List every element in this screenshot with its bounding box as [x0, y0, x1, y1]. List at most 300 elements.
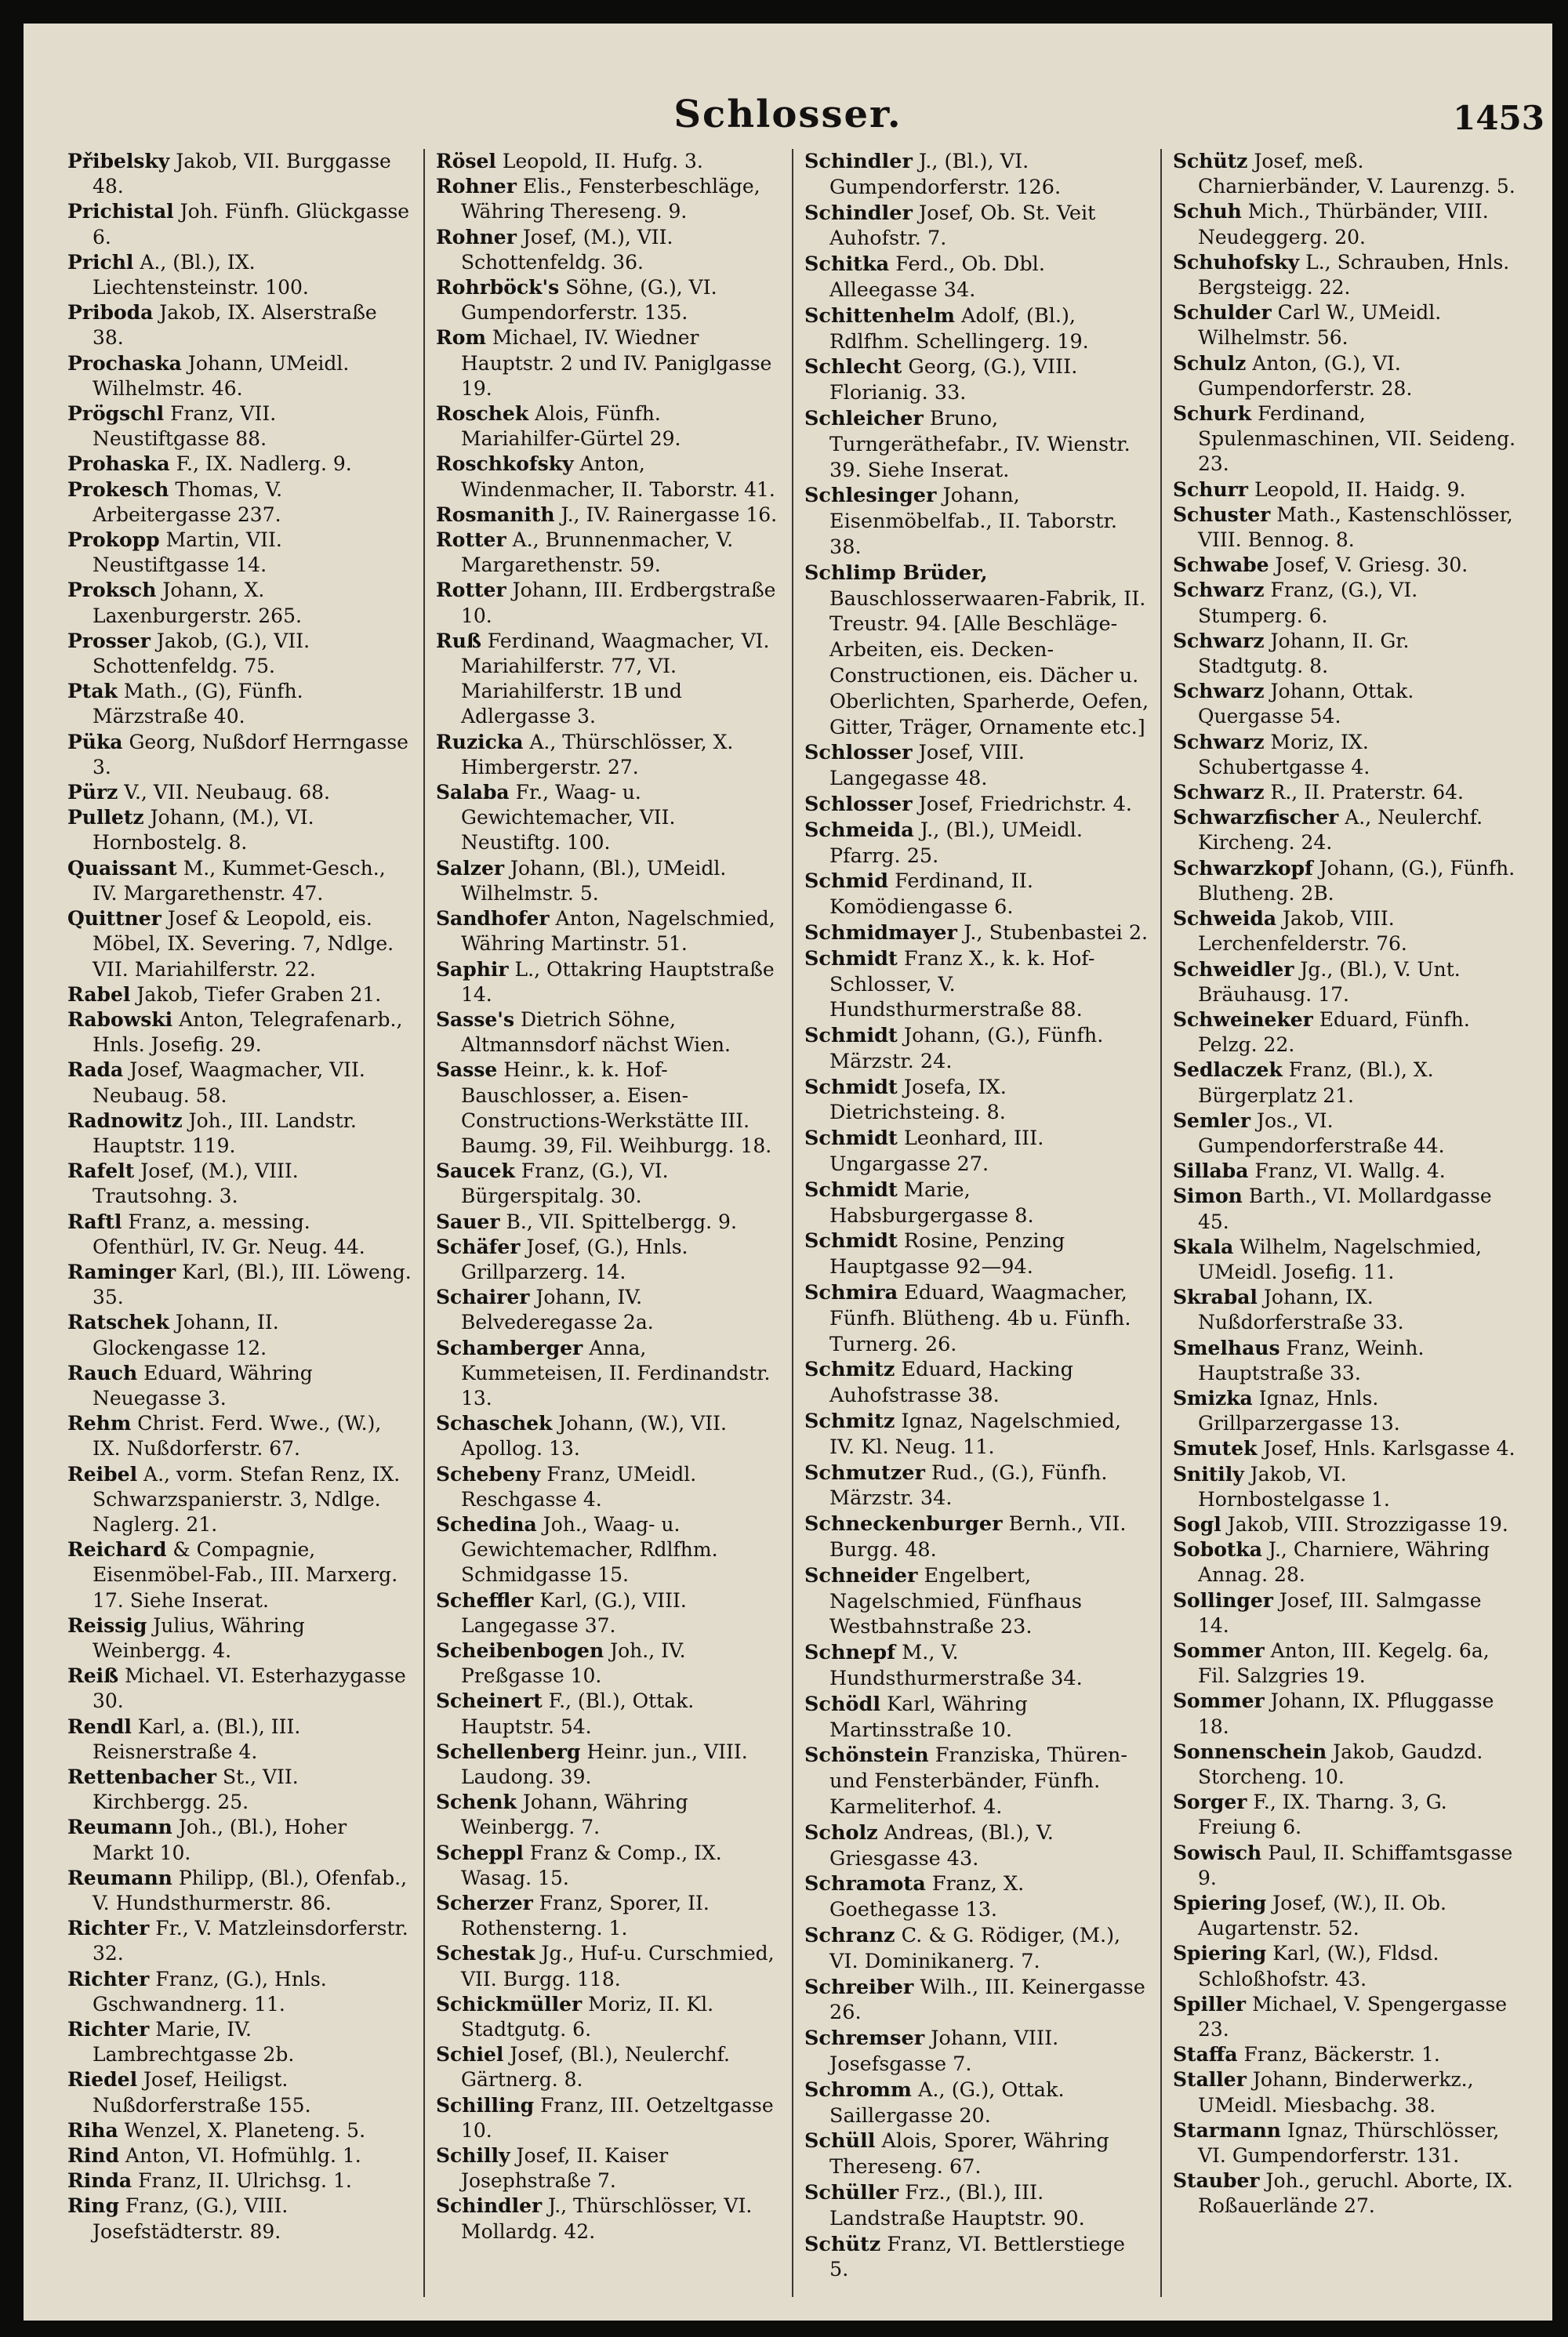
entry-details: Anton, III. Kegelg. 6a, Fil. Salzgries 19.: [1198, 1638, 1490, 1688]
entry-details: Dietrich Söhne, Altmannsdorf nächst Wien.: [461, 1007, 731, 1057]
directory-entry: [67, 2017, 412, 2067]
entry-details: J., Stubenbastei 2.: [964, 920, 1149, 945]
directory-entry: [67, 1967, 412, 2017]
directory-entry: [436, 1891, 781, 1941]
directory-entry: [67, 1815, 412, 1865]
entry-name: Schwarz: [1173, 629, 1265, 652]
directory-entry: [67, 351, 412, 401]
entry-name: Schremser: [804, 2027, 925, 2051]
directory-entry: [436, 906, 781, 956]
entry-details: Joh. Fünfh. Glückgasse 6.: [93, 200, 410, 249]
entry-name: Rind: [67, 2144, 119, 2168]
entry-name: Stauber: [1173, 2169, 1260, 2193]
entry-details: Michael, V. Spengergasse 23.: [1198, 1992, 1508, 2041]
directory-entry: [804, 1820, 1149, 1872]
entry-name: Prichl: [67, 250, 134, 274]
directory-entry: [1173, 578, 1518, 628]
entry-details: Franz, (Bl.), X. Bürgerplatz 21.: [1198, 1058, 1434, 1107]
entry-name: Schlosser: [804, 741, 913, 765]
entry-name: Rafelt: [67, 1159, 135, 1183]
directory-entry: [436, 2194, 781, 2244]
entry-details: Johann, II. Gr. Stadtgutg. 8.: [1198, 629, 1410, 678]
directory-entry: [436, 1462, 781, 1512]
directory-entry: [1173, 477, 1518, 503]
entry-name: Schwabe: [1173, 553, 1269, 577]
entry-details: Leopold, II. Haidg. 9.: [1254, 477, 1466, 501]
entry-details: Math., Kastenschlösser, VIII. Bennog. 8.: [1198, 503, 1513, 552]
entry-name: Reiß: [67, 1664, 119, 1688]
directory-entry: [436, 528, 781, 578]
entry-name: Prögschl: [67, 402, 165, 426]
entry-details: Josef, Hnls. Karlsgasse 4.: [1263, 1437, 1515, 1461]
directory-entry: [1173, 1386, 1518, 1436]
entry-name: Sogl: [1173, 1512, 1221, 1536]
entry-details: Karl, a. (Bl.), III. Reisnerstraße 4.: [93, 1715, 301, 1763]
entry-details: A., (G.), Ottak. Saillergasse 20.: [829, 2078, 1065, 2128]
directory-entry: [1173, 957, 1518, 1007]
directory-entry: [1173, 1235, 1518, 1285]
directory-entry: [804, 818, 1149, 869]
entry-name: Saphir: [436, 957, 509, 981]
directory-entry: [436, 2093, 781, 2143]
directory-entry: [1173, 1007, 1518, 1058]
directory-entry: [804, 920, 1149, 946]
directory-entry: [436, 149, 781, 174]
entry-name: Prichistal: [67, 200, 174, 223]
directory-entry: [67, 780, 412, 805]
directory-entry: [67, 730, 412, 780]
entry-name: Rotter: [436, 528, 506, 552]
entry-name: Schebeny: [436, 1462, 541, 1486]
entry-name: Schlosser: [804, 792, 913, 816]
directory-entry: [804, 149, 1149, 201]
column-3: [792, 149, 1160, 2297]
entry-details: Elis., Fensterbeschläge, Währing Thereseng. 9.: [461, 175, 760, 223]
entry-name: Rotter: [436, 579, 506, 602]
entry-name: Priboda: [67, 301, 154, 325]
entry-name: Schramota: [804, 1872, 926, 1896]
entry-details: Ferdinand, Waagmacher, VI. Mariahilferstr. 77, VI. Mariahilferstr. 1B und Adlergasse 3.: [461, 629, 770, 728]
entry-name: Rohner: [436, 225, 517, 249]
entry-details: Barth., VI. Mollardgasse 45.: [1198, 1185, 1492, 1233]
entry-details: Johann, UMeidl. Wilhelmstr. 46.: [93, 351, 350, 400]
directory-entry: [67, 2194, 412, 2244]
entry-details: Franz, (G.), VI. Bürgerspitalg. 30.: [461, 1159, 669, 1208]
directory-entry: [804, 1280, 1149, 1357]
directory-entry: [804, 1692, 1149, 1744]
directory-entry: [67, 1715, 412, 1765]
entry-name: Schmid: [804, 869, 888, 894]
entry-details: Engelbert, Nagelschmied, Fünfhaus Westbahnstraße 23.: [829, 1563, 1082, 1639]
entry-name: Schmira: [804, 1281, 898, 1305]
entry-name: Schneckenburger: [804, 1512, 1003, 1537]
entry-name: Rösel: [436, 150, 496, 172]
entry-name: Sollinger: [1173, 1588, 1273, 1612]
entry-name: Schulz: [1173, 351, 1247, 375]
directory-entry: [804, 1126, 1149, 1178]
entry-details: J., Thürschlösser, VI. Mollardg. 42.: [461, 2194, 753, 2243]
entry-name: Püka: [67, 730, 123, 753]
entry-name: Schmidt: [804, 1127, 898, 1151]
entry-details: Karl, (Bl.), III. Löweng. 35.: [93, 1260, 412, 1309]
directory-entry: [436, 2042, 781, 2092]
entry-name: Riedel: [67, 2068, 138, 2092]
entry-name: Schuster: [1173, 503, 1271, 526]
entry-details: Bernh., VII. Burgg. 48.: [829, 1512, 1127, 1562]
entry-name: Sauer: [436, 1210, 500, 1233]
directory-entry: [67, 679, 412, 729]
entry-name: Schromm: [804, 2078, 912, 2102]
entry-details: Johann, Währing Weinbergg. 7.: [461, 1791, 688, 1839]
entry-name: Smutek: [1173, 1437, 1258, 1461]
directory-entry: [436, 1841, 781, 1891]
entry-details: Rosine, Penzing Hauptgasse 92—94.: [829, 1229, 1065, 1279]
entry-name: Schilly: [436, 2144, 510, 2168]
entry-name: Schönstein: [804, 1744, 929, 1768]
entry-name: Pürz: [67, 781, 118, 804]
directory-entry: [436, 1007, 781, 1058]
entry-name: Schmutzer: [804, 1461, 925, 1485]
column-1: [63, 149, 423, 2297]
entry-details: Josef, Heiligst. Nußdorferstraße 155.: [93, 2068, 311, 2117]
directory-entry: [1173, 805, 1518, 855]
entry-details: J., Charniere, Währing Annag. 28.: [1198, 1538, 1490, 1587]
entry-name: Schittenhelm: [804, 303, 955, 328]
entry-details: Leonhard, III. Ungargasse 27.: [829, 1127, 1044, 1177]
directory-entry: [67, 1109, 412, 1159]
entry-name: Saucek: [436, 1159, 515, 1183]
entry-name: Roschek: [436, 402, 529, 426]
directory-entry: [436, 275, 781, 325]
entry-details: Josef, V. Griesg. 30.: [1275, 553, 1468, 577]
directory-entry: [804, 1023, 1149, 1075]
directory-entry: [804, 252, 1149, 303]
directory-entry: [804, 1228, 1149, 1280]
entry-name: Scheinert: [436, 1689, 543, 1713]
directory-entry: [1173, 199, 1518, 249]
directory-entry: [1173, 906, 1518, 956]
directory-entry: [436, 1512, 781, 1588]
entry-details: Johann, (G.), Fünfh. Blutheng. 2B.: [1198, 856, 1515, 905]
directory-entry: [67, 401, 412, 452]
directory-entry: [436, 856, 781, 906]
directory-page: [24, 24, 1552, 2321]
directory-entry: [804, 303, 1149, 355]
entry-name: Schmidmayer: [804, 920, 957, 945]
entry-details: Johann, VIII. Josefsgasse 7.: [829, 2027, 1059, 2076]
entry-details: A., Neulerchf. Kircheng. 24.: [1198, 806, 1483, 855]
entry-name: Sillaba: [1173, 1159, 1249, 1183]
directory-entry: [804, 2232, 1149, 2284]
entry-details: Johann, II. Glockengasse 12.: [93, 1311, 279, 1359]
entry-details: Josef, III. Salmgasse 14.: [1198, 1588, 1482, 1637]
entry-details: Georg, Nußdorf Herrngasse 3.: [93, 730, 408, 778]
entry-details: Anton, Telegrafenarb., Hnls. Josefig. 29.: [93, 1007, 403, 1057]
entry-details: Josef, Friedrichstr. 4.: [918, 792, 1132, 816]
directory-entry: [67, 1260, 412, 1310]
directory-entry: [436, 1058, 781, 1159]
entry-name: Proksch: [67, 579, 157, 602]
directory-entry: [804, 561, 1149, 741]
entry-name: Sommer: [1173, 1689, 1265, 1713]
entry-details: Anton, Nagelschmied, Währing Martinstr. 51.: [461, 907, 775, 956]
entry-details: Johann, (W.), VII. Apollog. 13.: [461, 1412, 727, 1461]
entry-details: Jakob, IX. Alserstraße 38.: [93, 301, 377, 350]
directory-entry: [1173, 300, 1518, 350]
entry-name: Schweida: [1173, 907, 1277, 931]
directory-entry: [1173, 1109, 1518, 1159]
entry-name: Schairer: [436, 1286, 530, 1309]
entry-details: Franz, Bäckerstr. 1.: [1243, 2043, 1440, 2067]
directory-entry: [1173, 1537, 1518, 1588]
entry-name: Přibelsky: [67, 150, 170, 172]
directory-entry: [436, 1285, 781, 1335]
directory-entry: [1173, 2168, 1518, 2219]
directory-entry: [804, 946, 1149, 1023]
directory-entry: [804, 1461, 1149, 1512]
entry-name: Schwarzfischer: [1173, 806, 1339, 829]
entry-name: Schütz: [1173, 150, 1248, 172]
entry-details: Franz, (G.), Hnls. Gschwandnerg. 11.: [93, 1967, 327, 2016]
entry-name: Simon: [1173, 1185, 1243, 1208]
entry-name: Schilling: [436, 2093, 535, 2117]
entry-details: Anton, VI. Hofmühlg. 1.: [125, 2144, 361, 2168]
entry-details: Anton, Windenmacher, II. Taborstr. 41.: [461, 452, 775, 501]
entry-details: Josef & Leopold, eis. Möbel, IX. Severing. 7, Ndlge. VII. Mariahilferstr. 22.: [93, 907, 394, 981]
entry-name: Schlecht: [804, 355, 902, 379]
entry-details: Johann, (Bl.), UMeidl. Wilhelmstr. 5.: [461, 856, 727, 905]
directory-entry: [1173, 1790, 1518, 1840]
directory-entry: [804, 1923, 1149, 1975]
entry-details: B., VII. Spittelbergg. 9.: [506, 1210, 737, 1233]
directory-entry: [67, 300, 412, 350]
entry-details: Michael, IV. Wiedner Hauptstr. 2 und IV. Paniglgasse 19.: [461, 326, 772, 400]
entry-details: Marie, Habsburgergasse 8.: [829, 1178, 1034, 1228]
entry-name: Rendl: [67, 1715, 132, 1738]
entry-details: Söhne, (G.), VI. Gumpendorferstr. 135.: [461, 276, 717, 325]
entry-name: Prokopp: [67, 528, 160, 552]
directory-entry: [436, 401, 781, 452]
entry-name: Rada: [67, 1058, 124, 1082]
entry-name: Schindler: [804, 150, 913, 173]
entry-name: Quittner: [67, 907, 162, 931]
entry-name: Rom: [436, 326, 486, 350]
entry-details: Franz, Weinh. Hauptstraße 33.: [1198, 1336, 1425, 1384]
directory-entry: [67, 1210, 412, 1260]
directory-entry: [804, 1640, 1149, 1692]
entry-name: Ptak: [67, 680, 118, 703]
directory-entry: [67, 629, 412, 679]
directory-entry: [1173, 351, 1518, 401]
entry-name: Schellenberg: [436, 1740, 581, 1763]
entry-details: Franz, III. Oetzeltgasse 10.: [461, 2093, 774, 2142]
directory-entry: [436, 1790, 781, 1840]
directory-entry: [436, 1210, 781, 1235]
entry-details: Josef, (Bl.), Neulerchf. Gärtnerg. 8.: [461, 2043, 730, 2092]
entry-name: Reibel: [67, 1462, 138, 1486]
entry-name: Sowisch: [1173, 1841, 1262, 1864]
entry-details: Julius, Währing Weinbergg. 4.: [93, 1613, 305, 1662]
entry-details: A., Brunnenmacher, V. Margarethenstr. 59.: [461, 528, 734, 577]
directory-entry: [804, 1178, 1149, 1229]
directory-entry: [67, 477, 412, 528]
entry-name: Skala: [1173, 1235, 1234, 1258]
entry-details: Joh., III. Landstr. Hauptstr. 119.: [93, 1109, 357, 1157]
entry-details: Johann, IX. Pfluggasse 18.: [1198, 1689, 1494, 1738]
entry-name: Schindler: [804, 201, 913, 225]
directory-entry: [436, 1411, 781, 1461]
entry-name: Schäfer: [436, 1235, 521, 1258]
entry-details: C. & G. Rödiger, (M.), VI. Dominikanerg. 7.: [829, 1923, 1121, 1973]
entry-name: Prokesch: [67, 477, 169, 501]
directory-entry: [1173, 1058, 1518, 1108]
entry-details: Johann, III. Erdbergstraße 10.: [461, 579, 776, 627]
directory-entry: [1173, 2042, 1518, 2067]
entry-details: Heinr., k. k. Hof-Bauschlosser, a. Eisen-Constructions-Werkstätte III. Baumg. 39, Fil. Weihburgg. 18.: [461, 1058, 772, 1157]
entry-name: Salaba: [436, 781, 510, 804]
directory-entry: [1173, 1941, 1518, 1991]
entry-details: Josef, (M.), VII. Schottenfeldg. 36.: [461, 225, 673, 274]
entry-details: F., (Bl.), Ottak. Hauptstr. 54.: [461, 1689, 695, 1738]
entry-name: Schwarz: [1173, 680, 1265, 703]
directory-entry: [436, 174, 781, 224]
entry-details: Christ. Ferd. Wwe., (W.), IX. Nußdorferstr. 67.: [93, 1412, 382, 1461]
entry-name: Sommer: [1173, 1638, 1265, 1662]
directory-entry: [1173, 149, 1518, 199]
entry-details: Ignaz, Nagelschmied, IV. Kl. Neug. 11.: [829, 1410, 1121, 1459]
entry-details: Johann, Binderwerkz., UMeidl. Miesbachg. 38.: [1198, 2068, 1474, 2117]
entry-details: V., VII. Neubaug. 68.: [124, 781, 330, 804]
directory-entry: [67, 906, 412, 982]
directory-entry: [436, 1740, 781, 1790]
directory-entry: [436, 1941, 781, 1991]
entry-name: Schuh: [1173, 200, 1242, 223]
directory-entry: [436, 957, 781, 1007]
entry-details: Eduard, Fünfh. Pelzg. 22.: [1198, 1007, 1470, 1057]
entry-name: Reumann: [67, 1816, 172, 1839]
directory-entry: [67, 2067, 412, 2117]
directory-entry: [804, 1075, 1149, 1127]
entry-name: Ratschek: [67, 1311, 169, 1334]
entry-details: Karl, (W.), Fldsd. Schloßhofstr. 43.: [1198, 1942, 1439, 1990]
entry-name: Staffa: [1173, 2043, 1238, 2067]
directory-entry: [436, 452, 781, 502]
entry-name: Riha: [67, 2118, 118, 2142]
entry-name: Schütz: [804, 2232, 881, 2256]
directory-entry: [436, 503, 781, 528]
entry-details: Jakob, Tiefer Graben 21.: [136, 982, 382, 1006]
entry-name: Radnowitz: [67, 1109, 183, 1132]
entry-name: Pulletz: [67, 806, 144, 829]
entry-name: Schödl: [804, 1692, 881, 1716]
directory-entry: [1173, 1336, 1518, 1386]
entry-details: Franz & Comp., IX. Wasag. 15.: [461, 1841, 722, 1889]
entry-details: M., V. Hundsthurmerstraße 34.: [829, 1641, 1083, 1691]
entry-details: Franz, VI. Bettlerstiege 5.: [829, 2232, 1125, 2282]
directory-entry: [67, 149, 412, 199]
entry-details: Franz, (G.), VIII. Josefstädterstr. 89.: [93, 2194, 289, 2243]
entry-details: Franz, II. Ulrichsg. 1.: [138, 2169, 352, 2193]
entry-name: Smelhaus: [1173, 1336, 1280, 1359]
entry-name: Spiller: [1173, 1992, 1247, 2016]
page-header: [24, 78, 1552, 141]
entry-name: Schindler: [436, 2194, 543, 2218]
directory-entry: [436, 225, 781, 275]
entry-name: Snitily: [1173, 1462, 1244, 1486]
directory-entry: [67, 1310, 412, 1360]
entry-name: Schestak: [436, 1942, 535, 1965]
entry-details: Johann, (G.), Fünfh. Märzstr. 24.: [829, 1024, 1104, 1073]
entry-name: Schlesinger: [804, 484, 937, 508]
entry-name: Schüll: [804, 2129, 876, 2154]
directory-entry: [1173, 1285, 1518, 1335]
entry-name: Schwarzkopf: [1173, 856, 1313, 880]
entry-details: Josef, (M.), VIII. Trautsohng. 3.: [93, 1159, 299, 1208]
directory-entry: [67, 578, 412, 628]
entry-details: Anna, Kummeteisen, II. Ferdinandstr. 13.: [461, 1336, 771, 1410]
entry-name: Rettenbacher: [67, 1765, 217, 1788]
entry-name: Schmitz: [804, 1410, 895, 1434]
directory-entry: [67, 1159, 412, 1209]
entry-name: Schiel: [436, 2043, 504, 2067]
entry-details: Ignaz, Hnls. Grillparzergasse 13.: [1198, 1386, 1400, 1435]
entry-name: Rehm: [67, 1412, 132, 1435]
entry-details: Jakob, Gaudzd. Storcheng. 10.: [1198, 1740, 1483, 1788]
column-4: [1160, 149, 1529, 2297]
directory-entry: [804, 1975, 1149, 2027]
directory-entry: [1173, 250, 1518, 300]
directory-entry: [804, 869, 1149, 920]
entry-name: Reissig: [67, 1613, 147, 1637]
directory-entry: [1173, 856, 1518, 906]
directory-entry: [67, 199, 412, 249]
entry-details: & Compagnie, Eisenmöbel-Fab., III. Marxerg. 17. Siehe Inserat.: [93, 1538, 398, 1612]
entry-name: Schnepf: [804, 1641, 896, 1665]
directory-entry: [804, 406, 1149, 483]
entry-details: Alois, Sporer, Währing Thereseng. 67.: [829, 2129, 1109, 2179]
entry-details: J., (Bl.), VI. Gumpendorferstr. 126.: [829, 150, 1062, 199]
directory-entry: [436, 1689, 781, 1739]
directory-entry: [804, 1511, 1149, 1563]
entry-details: Karl, (G.), VIII. Langegasse 37.: [461, 1588, 687, 1637]
directory-entry: [67, 982, 412, 1007]
entry-name: Schurr: [1173, 477, 1248, 501]
directory-entry: [67, 1007, 412, 1058]
entry-name: Schedina: [436, 1512, 537, 1536]
entry-details: Johann, Ottak. Quergasse 54.: [1198, 680, 1414, 728]
section-title: Schlosser.: [673, 93, 902, 136]
entry-name: Scholz: [804, 1820, 878, 1845]
entry-name: Skrabal: [1173, 1286, 1258, 1309]
entry-details: Franz, a. messing. Ofenthürl, IV. Gr. Neug. 44.: [93, 1210, 365, 1258]
directory-entry: [436, 730, 781, 780]
entry-details: Andreas, (Bl.), V. Griesgasse 43.: [829, 1820, 1054, 1871]
directory-entry: [804, 1871, 1149, 1923]
entry-name: Schenk: [436, 1791, 517, 1814]
directory-entry: [804, 1357, 1149, 1409]
entry-details: Johann, IX. Nußdorferstraße 33.: [1198, 1286, 1404, 1334]
entry-name: Schulder: [1173, 301, 1272, 325]
entry-name: Raftl: [67, 1210, 122, 1233]
entry-details: Franz, UMeidl. Reschgasse 4.: [461, 1462, 697, 1511]
entry-name: Scheppl: [436, 1841, 524, 1864]
entry-details: Ignaz, Thürschlösser, VI. Gumpendorferstr. 131.: [1198, 2118, 1500, 2168]
entry-name: Schmidt: [804, 1178, 898, 1202]
directory-entry: [436, 578, 781, 628]
entry-name: Schmidt: [804, 1075, 898, 1099]
entry-name: Schlimp Brüder,: [804, 561, 988, 585]
entry-details: Jakob, (G.), VII. Schottenfeldg. 75.: [93, 629, 310, 678]
